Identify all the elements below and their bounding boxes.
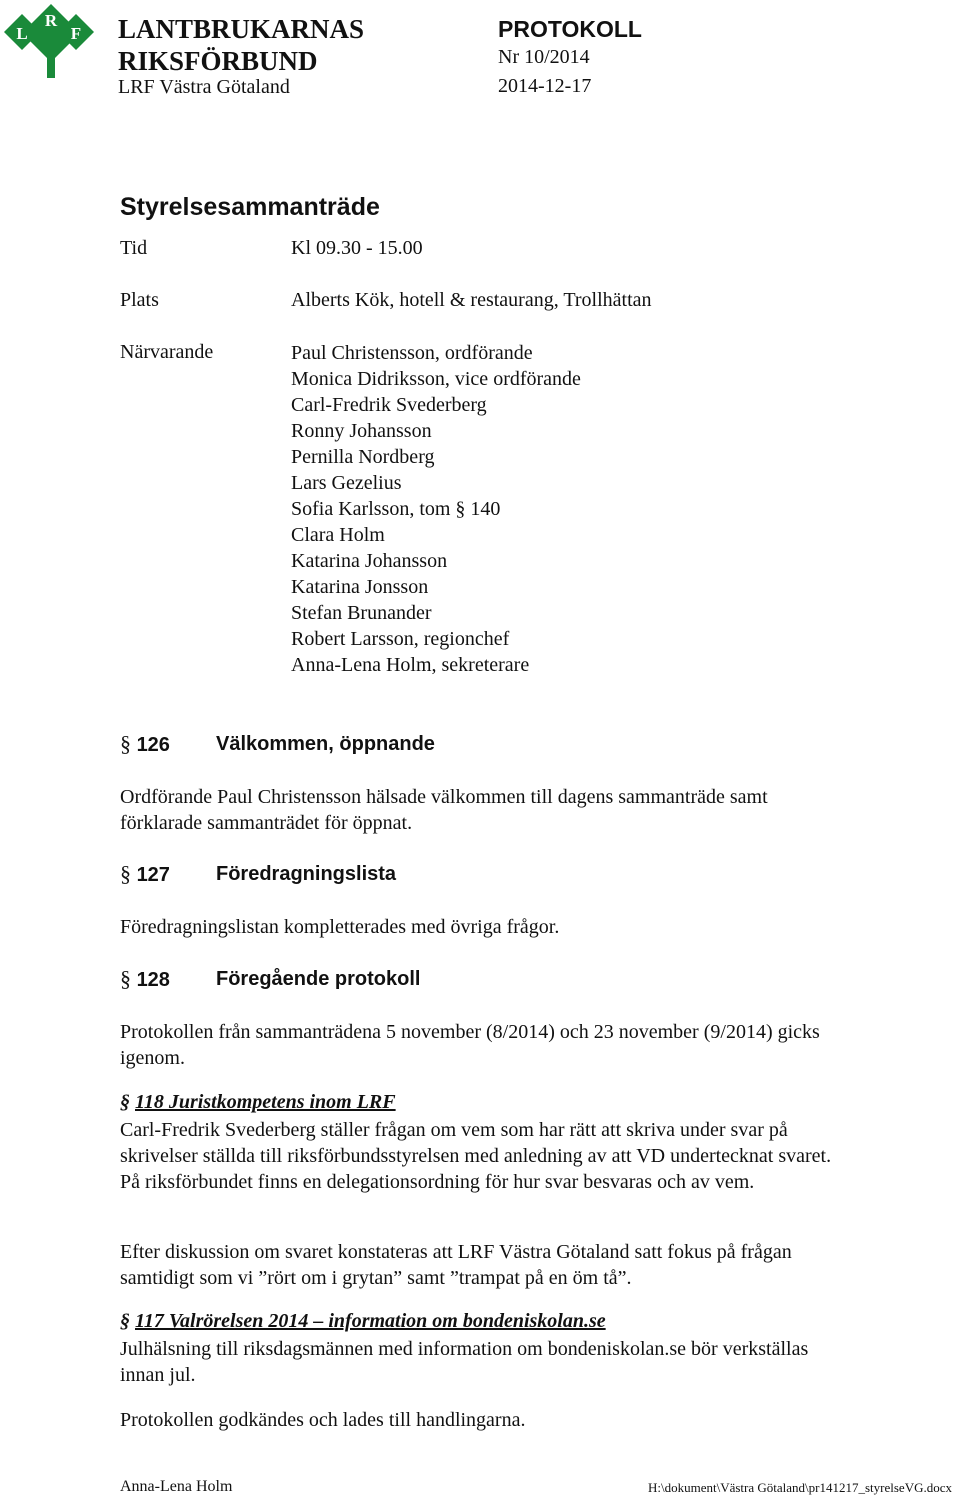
- subsection-heading-text: 118 Juristkompetens inom LRF: [135, 1091, 396, 1113]
- section-number-value: 128: [136, 969, 170, 991]
- section-number: [120, 731, 170, 757]
- paragraph-sign: §: [120, 966, 131, 991]
- paragraph-sign: §: [120, 1310, 130, 1332]
- logo-letter-f: F: [70, 24, 82, 43]
- paragraph-sign: §: [120, 731, 131, 756]
- attendee: Robert Larsson, regionchef: [291, 628, 510, 650]
- section-text: Protokollen från sammanträdena 5 november (8/2014) och 23 november (9/2014) gicks igenom.: [120, 1021, 820, 1069]
- attendee: Anna-Lena Holm, sekreterare: [291, 654, 530, 676]
- section-title: Föregående protokoll: [216, 968, 421, 990]
- logo-letter-r: R: [44, 11, 58, 30]
- section-number-value: 126: [136, 734, 170, 756]
- attendee: Katarina Johansson: [291, 550, 448, 572]
- section-title: Föredragningslista: [216, 863, 397, 885]
- footer-author: Anna-Lena Holm: [120, 1478, 233, 1495]
- attendee: Pernilla Nordberg: [291, 446, 435, 468]
- attendee: Carl-Fredrik Svederberg: [291, 394, 487, 416]
- attendees-label: Närvarande: [120, 341, 214, 363]
- subsection-paragraph: Efter diskussion om svaret konstateras att LRF Västra Götaland satt fokus på frågan samtidigt som vi ”rört om i grytan” samt ”trampat på en öm tå”.: [120, 1241, 792, 1289]
- section-text: Föredragningslistan kompletterades med övriga frågor.: [120, 916, 560, 938]
- org-name-line2: RIKSFÖRBUND: [118, 46, 318, 76]
- attendee: Paul Christensson, ordförande: [291, 342, 533, 364]
- lrf-logo-graphic: [4, 0, 94, 80]
- subsection-paragraph: Julhälsning till riksdagsmännen med information om bondeniskolan.se bör verkställas innan jul.: [120, 1338, 809, 1386]
- time-value: Kl 09.30 - 15.00: [291, 237, 423, 259]
- section-number: [120, 861, 170, 887]
- section-number: [120, 966, 170, 992]
- attendee: Monica Didriksson, vice ordförande: [291, 368, 581, 390]
- section-text: Ordförande Paul Christensson hälsade välkommen till dagens sammanträde samt förklarade sammanträdet för öppnat.: [120, 786, 768, 834]
- paragraph-sign: §: [120, 861, 131, 886]
- time-label: Tid: [120, 237, 148, 259]
- document-number: Nr 10/2014: [498, 46, 590, 68]
- lrf-logo: [4, 0, 94, 80]
- attendee: Katarina Jonsson: [291, 576, 429, 598]
- subsection-heading-text: 117 Valrörelsen 2014 – information om bondeniskolan.se: [135, 1310, 606, 1332]
- subsection-heading: [120, 1310, 606, 1333]
- footer-file-path: H:\dokument\Västra Götaland\pr141217_styrelseVG.docx: [648, 1480, 952, 1495]
- section-title: Välkommen, öppnande: [216, 733, 435, 755]
- place-value: Alberts Kök, hotell & restaurang, Trollhättan: [291, 289, 652, 311]
- page-title: Styrelsesammanträde: [120, 193, 380, 221]
- document-date: 2014-12-17: [498, 75, 592, 97]
- document-type: PROTOKOLL: [498, 16, 642, 42]
- logo-stem: [47, 28, 55, 78]
- logo-letter-l: L: [16, 24, 28, 43]
- place-label: Plats: [120, 289, 159, 311]
- attendee: Stefan Brunander: [291, 602, 432, 624]
- org-name-line1: LANTBRUKARNAS: [118, 14, 365, 44]
- attendee: Lars Gezelius: [291, 472, 402, 494]
- attendee: Ronny Johansson: [291, 420, 432, 442]
- attendee: Clara Holm: [291, 524, 385, 546]
- subsection-paragraph: Carl-Fredrik Svederberg ställer frågan om vem som har rätt att skriva under svar på skrivelser ställda till riksförbundsstyrelsen med anledning av att VD undertecknat svaret. På riksförbundet finns en delegationsordning för hur svar besvaras och av vem.: [120, 1119, 832, 1193]
- subsection-heading: [120, 1091, 396, 1114]
- section-number-value: 127: [136, 864, 170, 886]
- attendee: Sofia Karlsson, tom § 140: [291, 498, 501, 520]
- subsection-paragraph: Protokollen godkändes och lades till handlingarna.: [120, 1409, 526, 1431]
- paragraph-sign: §: [120, 1091, 130, 1113]
- org-subtitle: LRF Västra Götaland: [118, 76, 290, 98]
